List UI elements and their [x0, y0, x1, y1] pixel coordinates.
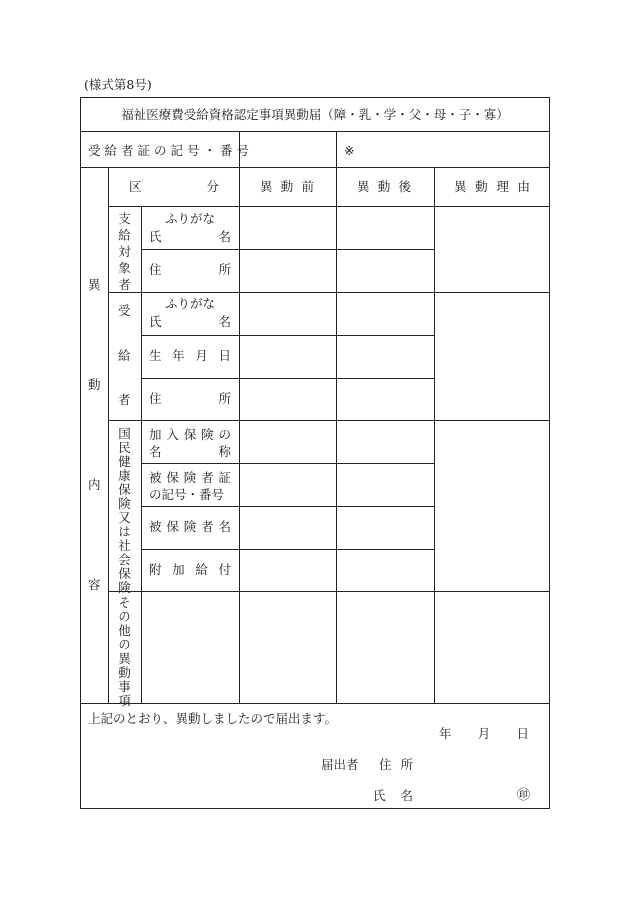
group-label-other-changes: その他の異動事項: [116, 596, 132, 708]
rule: [141, 463, 434, 464]
side-heading-char: 容: [88, 577, 101, 592]
group-label-recipient-char: 者: [118, 392, 131, 407]
rule: [108, 420, 549, 421]
item-insured-cert-label: 被 保 険 者 証: [149, 470, 231, 485]
side-heading-char: 動: [88, 377, 101, 392]
rule: [336, 131, 337, 167]
rule: [434, 167, 435, 703]
rule: [108, 591, 549, 592]
rule: [108, 206, 549, 207]
side-heading-char: 異: [88, 277, 101, 292]
seal-mark: ㊞: [517, 788, 531, 803]
applicant-address-label: 住 所: [379, 757, 413, 772]
rule: [81, 167, 549, 168]
form-title: 福祉医療費受給資格認定事項異動届（障・乳・学・父・母・子・寡）: [121, 107, 509, 122]
item-address-label: 住 所: [149, 391, 231, 406]
column-header-after: 異 動 後: [357, 179, 411, 194]
change-notification-form: [80, 97, 550, 809]
column-header-category: 区 分: [129, 179, 219, 194]
rule: [141, 378, 434, 379]
rule: [141, 506, 434, 507]
item-furigana-label: ふりがな: [165, 296, 216, 311]
rule: [108, 167, 109, 703]
cert-number-field[interactable]: [240, 132, 335, 167]
column-header-reason: 異 動 理 由: [454, 179, 530, 194]
applicant-label: 届出者: [321, 757, 359, 772]
rule: [141, 206, 142, 703]
rule: [141, 335, 434, 336]
rule: [141, 549, 434, 550]
group-label-recipient-char: 給: [118, 348, 131, 363]
item-additional-benefit-label: 附 加 給 付: [149, 562, 231, 577]
rule: [108, 292, 549, 293]
cert-number-label: 受給者証の記号・番号: [88, 143, 254, 158]
item-insurance-name-label: 名 称: [149, 444, 231, 459]
declaration-statement: 上記のとおり、異動しましたので届出ます。: [88, 711, 338, 726]
item-birthdate-label: 生 年 月 日: [149, 348, 231, 363]
office-use-mark: ※: [344, 143, 355, 158]
item-insured-name-label: 被 保 険 者 名: [149, 519, 231, 534]
item-name-label: 氏 名: [149, 229, 231, 244]
side-heading-char: 内: [88, 477, 101, 492]
item-insured-cert-label: の記号・番号: [149, 487, 225, 502]
rule: [81, 703, 549, 704]
group-label-insurance: 国民健康保険又は社会保険: [116, 427, 132, 595]
item-furigana-label: ふりがな: [165, 211, 216, 226]
item-address-label: 住 所: [149, 262, 231, 277]
column-header-before: 異 動 前: [260, 179, 314, 194]
rule: [141, 249, 434, 250]
declaration-date: 年 月 日: [439, 726, 529, 741]
group-label-support-target: 支給対象者: [116, 212, 132, 295]
rule: [336, 167, 337, 703]
rule: [239, 167, 240, 703]
applicant-name-label: 氏 名: [373, 788, 413, 803]
item-name-label: 氏 名: [149, 314, 231, 329]
group-label-recipient-char: 受: [118, 303, 131, 318]
item-insurance-name-label: 加 入 保 険 の: [149, 427, 231, 442]
form-number: (様式第8号): [84, 77, 152, 92]
